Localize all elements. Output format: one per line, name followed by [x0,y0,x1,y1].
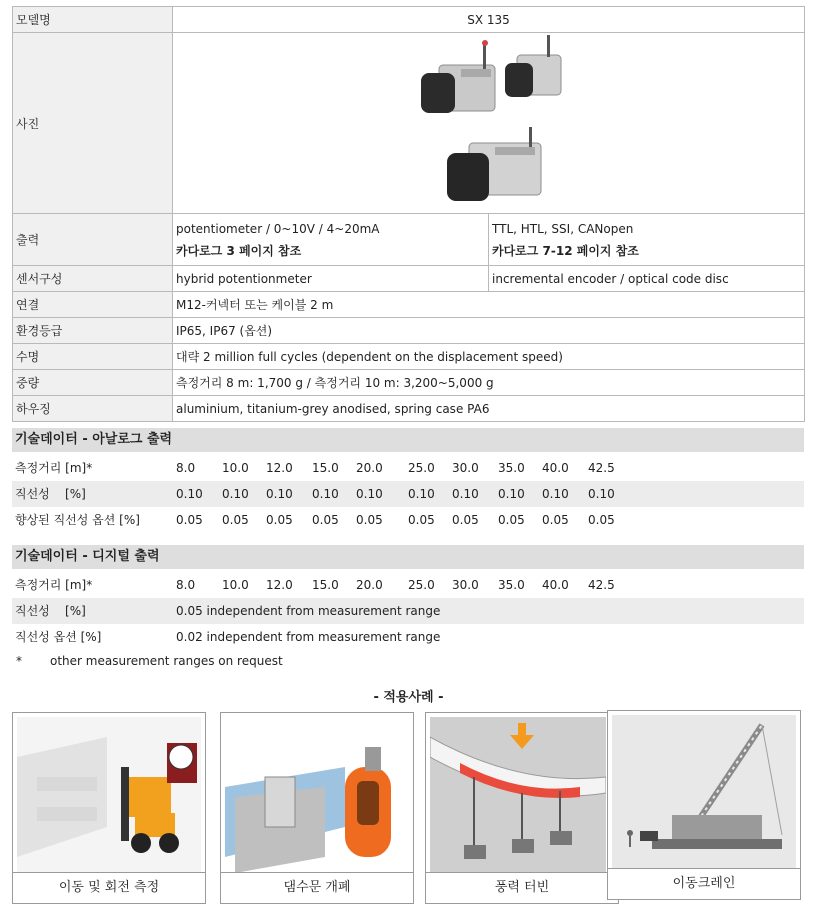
digital-range-value: 42.5 [588,578,615,592]
analog-linearity-value: 0.10 [176,487,203,501]
analog-linearity-value: 0.10 [408,487,435,501]
analog-improved-value: 0.05 [266,513,293,527]
product-photo-cell [173,33,805,214]
housing-label: 하우징 [13,396,173,422]
analog-range-value: 30.0 [452,461,479,475]
output-digital-ref: 카다로그 7-12 페이지 참조 [492,243,639,258]
sensor-left [421,40,495,113]
applications-title: - 적용사례 - [373,690,444,705]
row-housing [13,396,805,422]
env-label: 환경등급 [13,318,173,344]
digital-range-row [12,572,804,598]
row-life [13,344,805,370]
application-caption: 이동크레인 [608,868,800,899]
connection-label: 연결 [13,292,173,318]
housing-value: aluminium, titanium-grey anodised, spring case PA6 [173,396,805,422]
analog-linearity-value: 0.10 [452,487,479,501]
weight-label: 중량 [13,370,173,396]
analog-range-value: 20.0 [356,461,383,475]
digital-range-value: 12.0 [266,578,293,592]
spec-table [12,6,805,422]
row-env [13,318,805,344]
digital-section-title: 기술데이터 - 디지털 출력 [12,545,804,569]
digital-linearity-value: 0.05 independent from measurement range [176,604,441,618]
digital-linearity-row [12,598,804,624]
row-weight [13,370,805,396]
digital-linearity-label: 직선성 [%] [15,604,86,618]
application-caption: 이동 및 회전 측정 [13,872,205,903]
digital-range-value: 10.0 [222,578,249,592]
output-analog-ref: 카다로그 3 페이지 참조 [176,243,302,258]
footnote-text: other measurement ranges on request [50,654,283,668]
env-value: IP65, IP67 (옵션) [173,318,805,344]
application-card [220,712,414,904]
analog-linearity-value: 0.10 [312,487,339,501]
digital-range-value: 15.0 [312,578,339,592]
analog-range-value: 8.0 [176,461,196,475]
model-value: SX 135 [173,7,805,33]
row-model [13,7,805,33]
analog-improved-value: 0.05 [356,513,383,527]
digital-option-value: 0.02 independent from measurement range [176,630,441,644]
analog-linearity-value: 0.10 [498,487,525,501]
analog-range-row [12,455,804,481]
analog-linearity-value: 0.10 [588,487,615,501]
photo-label: 사진 [13,33,173,214]
application-image [430,717,614,873]
analog-linearity-row [12,481,804,507]
analog-improved-value: 0.05 [222,513,249,527]
analog-improved-value: 0.05 [408,513,435,527]
application-image [225,717,409,873]
analog-range-value: 42.5 [588,461,615,475]
sensor-analog: hybrid potentionmeter [173,266,489,292]
product-photo [399,35,579,211]
analog-linearity-value: 0.10 [266,487,293,501]
analog-range-label: 측정거리 [m]* [15,461,93,475]
analog-linearity-label: 직선성 [%] [15,487,86,501]
sensor-digital: incremental encoder / optical code disc [489,266,805,292]
application-card [425,712,619,904]
analog-improved-value: 0.05 [588,513,615,527]
analog-range-value: 12.0 [266,461,293,475]
application-image [17,717,201,873]
application-caption: 풍력 터빈 [426,872,618,903]
model-label: 모델명 [13,7,173,33]
analog-range-value: 10.0 [222,461,249,475]
analog-range-value: 15.0 [312,461,339,475]
output-label: 출력 [13,214,173,266]
analog-improved-row [12,507,804,533]
analog-improved-value: 0.05 [542,513,569,527]
analog-improved-value: 0.05 [176,513,203,527]
application-card [12,712,206,904]
analog-linearity-value: 0.10 [356,487,383,501]
analog-linearity-value: 0.10 [222,487,249,501]
row-photo [13,33,805,214]
output-analog-cell [173,214,489,266]
analog-improved-label: 향상된 직선성 옵션 [%] [15,513,140,527]
digital-option-row [12,624,804,650]
application-card [607,710,801,900]
digital-option-label: 직선성 옵션 [%] [15,630,102,644]
row-output [13,214,805,266]
digital-range-value: 35.0 [498,578,525,592]
digital-range-value: 20.0 [356,578,383,592]
analog-improved-value: 0.05 [312,513,339,527]
analog-linearity-value: 0.10 [542,487,569,501]
analog-section-title: 기술데이터 - 아날로그 출력 [12,428,804,452]
digital-range-value: 8.0 [176,578,196,592]
sensor-bottom [447,127,541,201]
output-analog: potentiometer / 0~10V / 4~20mA [176,221,380,236]
analog-improved-value: 0.05 [498,513,525,527]
life-value: 대략 2 million full cycles (dependent on the displacement speed) [173,344,805,370]
life-label: 수명 [13,344,173,370]
row-connection [13,292,805,318]
sensor-label: 센서구성 [13,266,173,292]
output-digital-cell [489,214,805,266]
analog-improved-value: 0.05 [452,513,479,527]
application-image [612,715,796,871]
application-caption: 댐수문 개폐 [221,872,413,903]
sensor-right [505,35,561,97]
digital-range-label: 측정거리 [m]* [15,578,93,592]
connection-value: M12-커넥터 또는 케이블 2 m [173,292,805,318]
row-sensor [13,266,805,292]
footnote-star: * [16,654,22,668]
weight-value: 측정거리 8 m: 1,700 g / 측정거리 10 m: 3,200~5,000 g [173,370,805,396]
digital-range-value: 30.0 [452,578,479,592]
output-digital: TTL, HTL, SSI, CANopen [492,221,634,236]
analog-range-value: 40.0 [542,461,569,475]
digital-range-value: 40.0 [542,578,569,592]
analog-range-value: 35.0 [498,461,525,475]
digital-range-value: 25.0 [408,578,435,592]
analog-range-value: 25.0 [408,461,435,475]
